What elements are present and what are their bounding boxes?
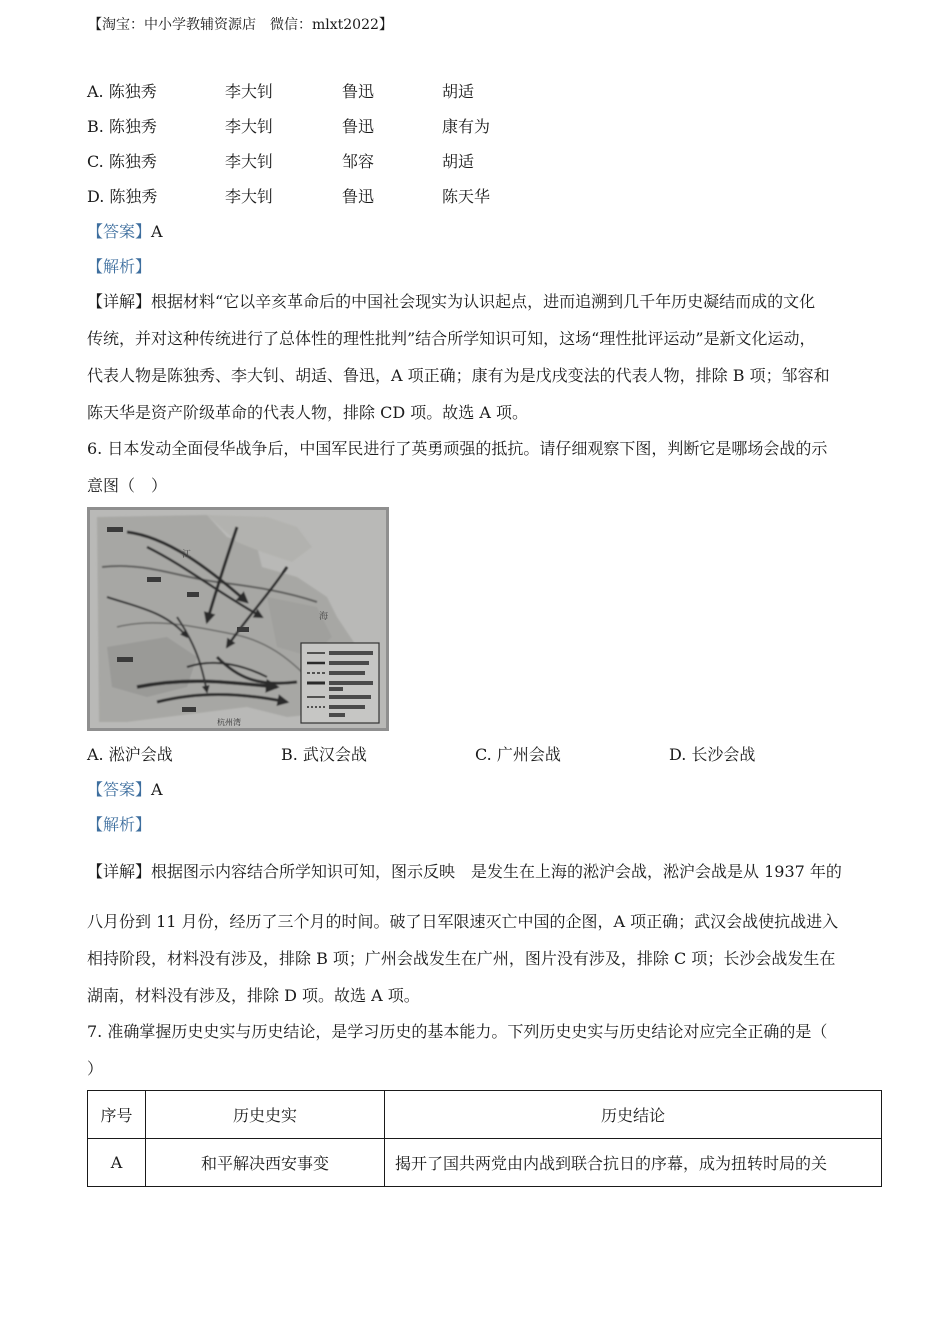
map-label-jiang: 江 <box>182 550 192 560</box>
table-header-row <box>88 1091 882 1139</box>
table-header: 历史史实 <box>146 1091 385 1139</box>
detail-line: 八月份到 11 月份，经历了三个月的时间。破了日军限速灭亡中国的企图，A 项正确；武汉会战使抗战进入 <box>87 912 839 931</box>
option-letter: A. 陈独秀 <box>87 82 157 101</box>
page-header: 【淘宝：中小学教辅资源店 微信：mlxt2022】 <box>88 17 393 33</box>
table-header: 序号 <box>88 1091 146 1139</box>
q6-detail <box>87 910 877 1021</box>
answer-tag: 【答案】 <box>87 222 152 241</box>
option-col3: 鲁迅 <box>342 117 375 136</box>
option-col3: 邹容 <box>342 152 375 171</box>
table-row <box>88 1139 882 1187</box>
option-col4: 康有为 <box>442 117 491 136</box>
table-cell: A <box>88 1139 146 1187</box>
option-letter: B. 陈独秀 <box>87 117 157 136</box>
q7-stem <box>87 1020 877 1094</box>
stem-line: 意图（ ） <box>87 476 168 495</box>
option-col3: 鲁迅 <box>342 187 375 206</box>
detail-line: 代表人物是陈独秀、李大钊、胡适、鲁迅，A 项正确；康有为是戊戌变法的代表人物，排除 B 项；邹容和 <box>87 366 830 385</box>
table-cell: 揭开了国共两党由内战到联合抗日的序幕，成为扭转时局的关 <box>385 1139 882 1187</box>
option-col2: 李大钊 <box>225 82 274 101</box>
q6-stem <box>87 437 877 511</box>
option-col2: 李大钊 <box>225 152 274 171</box>
option-col4: 胡适 <box>442 152 475 171</box>
table-cell: 和平解决西安事变 <box>146 1139 385 1187</box>
stem-line: ） <box>87 1059 104 1078</box>
q5-analysis-tag: 【解析】 <box>87 257 152 276</box>
option-letter: C. 陈独秀 <box>87 152 157 171</box>
option-col3: 鲁迅 <box>342 82 375 101</box>
q6-detail-line-1: 【详解】根据图示内容结合所学知识可知，图示反映 是发生在上海的淞沪会战，淞沪会战是从 1937 年的 <box>87 862 842 881</box>
answer-value: A <box>151 222 163 241</box>
q6-option-a: A. 淞沪会战 <box>87 745 173 764</box>
q7-table <box>87 1090 882 1187</box>
q6-answer <box>87 778 163 802</box>
detail-line: 【详解】根据材料“它以辛亥革命后的中国社会现实为认识起点，进而追溯到几千年历史凝结而成的文化 <box>87 292 816 311</box>
map-legend <box>301 643 379 723</box>
q6-option-c: C. 广州会战 <box>475 745 561 764</box>
q6-option-d: D. 长沙会战 <box>669 745 756 764</box>
stem-line: 6. 日本发动全面侵华战争后，中国军民进行了英勇顽强的抵抗。请仔细观察下图，判断它是哪场会战的示 <box>87 439 828 458</box>
q6-option-b: B. 武汉会战 <box>281 745 367 764</box>
detail-line: 传统，并对这种传统进行了总体性的理性批判”结合所学知识可知，这场“理性批评运动”是新文化运动， <box>87 329 816 348</box>
battle-map-image <box>87 507 389 731</box>
detail-line: 陈天华是资产阶级革命的代表人物，排除 CD 项。故选 A 项。 <box>87 403 528 422</box>
q5-answer <box>87 220 163 244</box>
detail-line: 相持阶段，材料没有涉及，排除 B 项；广州会战发生在广州，图片没有涉及，排除 C 项；长沙会战发生在 <box>87 949 836 968</box>
option-letter: D. 陈独秀 <box>87 187 158 206</box>
map-label-bay: 杭州湾 <box>217 718 241 727</box>
option-col4: 胡适 <box>442 82 475 101</box>
option-col2: 李大钊 <box>225 117 274 136</box>
q6-analysis-tag: 【解析】 <box>87 815 152 834</box>
table-header: 历史结论 <box>385 1091 882 1139</box>
q5-detail <box>87 290 877 438</box>
answer-value: A <box>151 780 163 799</box>
detail-line: 湖南，材料没有涉及，排除 D 项。故选 A 项。 <box>87 986 420 1005</box>
option-col4: 陈天华 <box>442 187 491 206</box>
stem-line: 7. 准确掌握历史史实与历史结论，是学习历史的基本能力。下列历史史实与历史结论对应完全正确的是（ <box>87 1022 828 1041</box>
answer-tag: 【答案】 <box>87 780 152 799</box>
map-label-hai: 海 <box>319 612 329 622</box>
option-col2: 李大钊 <box>225 187 274 206</box>
